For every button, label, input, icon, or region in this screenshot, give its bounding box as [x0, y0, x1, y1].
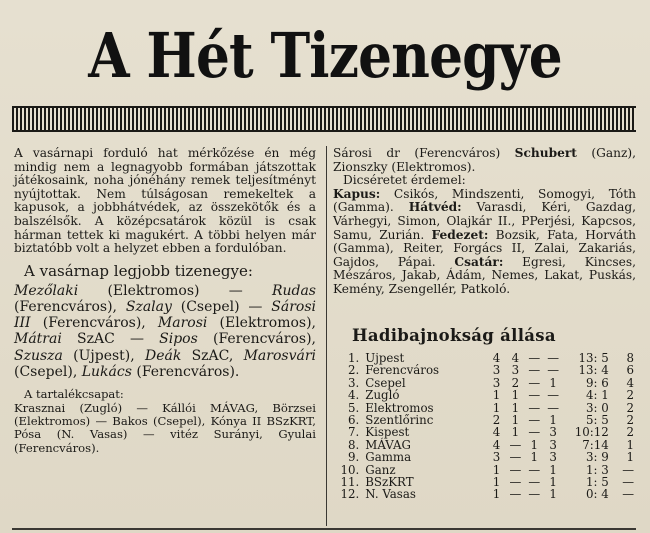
- standings-cell-goals: 13: 4: [578, 363, 609, 378]
- standings-cell-goals: 3: 9: [586, 450, 609, 465]
- standings-cell-rank: 1.: [348, 351, 360, 365]
- position-label: Hátvéd:: [408, 200, 462, 215]
- standings-cell-team: N. Vasas: [365, 487, 416, 502]
- standings-cell-w: 1: [492, 462, 501, 477]
- headline: A Hét Tizenegye: [88, 19, 562, 92]
- standings-cell-x: 3: [549, 450, 557, 465]
- left-column: [14, 147, 316, 455]
- player-club: (Ferencváros),: [30, 315, 158, 332]
- standings-cell-w: 2: [492, 413, 501, 428]
- player-club: (Ferencváros),: [197, 331, 316, 348]
- position-players: Varasdi, Kéri, Gazdag, Várhegyi, Simon, Olajkár II., PPerjési, Kapcsos, Samu, Zurián.: [333, 200, 637, 242]
- standings-cell-pts: 1: [626, 450, 634, 465]
- player-club: (Elektromos),: [207, 315, 316, 332]
- standings-cell-team: Elektromos: [365, 400, 434, 415]
- standings-cell-team: Csepel: [365, 375, 406, 390]
- right-top-text-1: Sárosi dr (Ferencváros): [333, 146, 515, 160]
- standings-cell-d: —: [509, 487, 522, 502]
- standings-cell-d: 1: [511, 425, 520, 440]
- standings-cell-d: —: [509, 437, 522, 452]
- position-players: Egresi, Kincses, Mészáros, Jakab, Ádám, Nemes, Lakat, Puskás, Kemény, Zsengellér, Patkoló.: [333, 254, 636, 296]
- standings-table: [336, 352, 636, 501]
- standings-cell-team: MÁVAG: [365, 437, 411, 452]
- standings-cell-pts: 8: [626, 351, 634, 365]
- standings-cell-d: 1: [511, 388, 520, 403]
- standings-cell-d: 4: [511, 351, 520, 365]
- standings-cell-x: 3: [549, 437, 557, 452]
- standings-cell-w: 4: [492, 425, 501, 440]
- standings-cell-team: BSzKRT: [365, 475, 414, 490]
- praise-heading: Dicséretet érdemel:: [343, 173, 466, 188]
- position-label: Csatár:: [454, 254, 504, 269]
- standings-cell-x: 1: [549, 462, 557, 477]
- standings-cell-rank: 12.: [340, 487, 360, 502]
- intro-paragraph: A vasárnapi forduló hat mérkőzése én még mindig nem a legnagyobb formában játszottak játékosaink, noha jónéhány remek teljesítményt nyújtottak. Nem túlságosan remekeltek a kapusok, a jobbhátvédek, az összekötők és a balszélsők. A középcsatárok közül is csak hárman tettek ki magukért. A többi helyen már biztatóbb volt a helyzet ebben a fordulóban.: [14, 146, 316, 256]
- standings-cell-goals: 1: 3: [586, 462, 609, 477]
- standings-cell-l: —: [528, 388, 541, 403]
- standings-cell-team: Gamma: [365, 450, 412, 465]
- standings-cell-l: 1: [530, 437, 538, 452]
- standings-cell-l: —: [528, 351, 541, 365]
- player-name: Mezőlaki: [14, 282, 79, 299]
- standings-cell-goals: 7:14: [582, 437, 609, 452]
- position-label: Fedezet:: [431, 227, 489, 242]
- standings-cell-x: —: [547, 400, 559, 415]
- standings-cell-goals: 0: 4: [586, 487, 609, 502]
- right-top-text-bold: Schubert: [514, 146, 577, 160]
- position-players: Csikós, Mindszenti, Somogyi, Tóth (Gamma).: [333, 186, 636, 215]
- standings-cell-x: —: [547, 388, 559, 403]
- standings-cell-x: 1: [549, 413, 557, 428]
- standings-cell-rank: 10.: [340, 462, 360, 477]
- player-name: Sipos: [159, 331, 198, 348]
- best-eleven: [14, 283, 316, 380]
- standings-cell-d: 1: [511, 400, 520, 415]
- player-name: Lukács: [81, 363, 132, 380]
- standings-cell-l: —: [528, 400, 541, 415]
- standings-cell-goals: 3: 0: [586, 400, 609, 415]
- position-players: Bozsik, Fata, Horváth (Gamma), Reiter, Forgács II, Zalai, Zakariás, Gajdos, Pápai.: [333, 227, 636, 269]
- standings-cell-rank: 9.: [348, 450, 360, 465]
- standings-cell-w: 4: [492, 351, 501, 365]
- standings-cell-rank: 6.: [348, 413, 360, 428]
- standings-cell-team: Ujpest: [365, 351, 405, 365]
- standings-cell-x: 1: [549, 375, 557, 390]
- standings-cell-l: —: [528, 425, 541, 440]
- standings-cell-pts: —: [622, 487, 634, 502]
- standings-cell-pts: 6: [626, 363, 634, 378]
- player-club: (Csepel) —: [171, 298, 272, 315]
- standings-cell-goals: 10:12: [574, 425, 609, 440]
- standings-cell-x: 1: [549, 487, 557, 502]
- standings-cell-pts: 4: [626, 375, 634, 390]
- standings-cell-team: Ferencváros: [365, 363, 440, 378]
- standings-cell-rank: 3.: [348, 375, 360, 390]
- team-subheading: A vasárnap legjobb tizenegye:: [24, 261, 253, 280]
- standings-cell-rank: 5.: [348, 400, 360, 415]
- position-label: Kapus:: [333, 186, 381, 201]
- standings-row: [336, 451, 636, 463]
- standings-cell-l: —: [528, 475, 541, 490]
- player-name: Szusza: [14, 347, 63, 364]
- standings-cell-x: 3: [549, 425, 557, 440]
- standings-title: Hadibajnokság állása: [352, 326, 556, 345]
- player-name: Marosvári: [243, 347, 316, 364]
- reserves-list: Krasznai (Zugló) — Kállói MÁVAG, Börzsei (Elektromos) — Bakos (Csepel), Kónya II BSzKRT, Pósa (N. Vasas) — vitéz Surányi, Gyulai (Ferencváros).: [14, 400, 316, 455]
- player-club: (Elektromos) —: [78, 282, 272, 299]
- player-name: Deák: [144, 347, 182, 364]
- standings-cell-w: 4: [492, 437, 501, 452]
- standings-row: [336, 488, 636, 500]
- standings-cell-pts: 2: [626, 425, 634, 440]
- standings-row: [336, 364, 636, 376]
- standings-cell-w: 1: [492, 475, 501, 490]
- standings-cell-pts: —: [622, 462, 634, 477]
- standings-cell-x: —: [547, 351, 559, 365]
- standings-cell-l: —: [528, 363, 541, 378]
- standings-cell-l: —: [528, 462, 541, 477]
- standings-cell-w: 1: [492, 388, 501, 403]
- standings-cell-w: 3: [492, 375, 501, 390]
- standings-cell-team: Ganz: [365, 462, 396, 477]
- standings-cell-w: 3: [492, 450, 501, 465]
- standings-cell-team: Szentlőrinc: [365, 413, 434, 428]
- standings-cell-pts: 2: [626, 388, 634, 403]
- standings-row: [336, 426, 636, 438]
- player-name: Mátrai: [14, 331, 62, 348]
- standings-cell-w: 1: [492, 487, 501, 502]
- standings-cell-d: —: [509, 475, 522, 490]
- standings-cell-pts: —: [622, 475, 634, 490]
- standings-cell-goals: 13: 5: [578, 351, 609, 365]
- player-club: SzAC —: [61, 331, 160, 348]
- standings-cell-x: —: [547, 363, 559, 378]
- standings-cell-goals: 4: 1: [586, 388, 609, 403]
- standings-cell-goals: 5: 5: [586, 413, 609, 428]
- standings-cell-w: 3: [492, 363, 501, 378]
- standings-cell-rank: 11.: [340, 475, 360, 490]
- decorative-rule: [12, 106, 636, 132]
- right-column: [333, 147, 636, 297]
- standings-cell-d: —: [509, 462, 522, 477]
- standings-cell-d: 1: [511, 413, 520, 428]
- standings-cell-pts: 2: [626, 413, 634, 428]
- player-name: Rudas: [271, 282, 316, 299]
- standings-cell-rank: 7.: [348, 425, 360, 440]
- standings-cell-l: —: [528, 487, 541, 502]
- standings-cell-l: —: [528, 375, 541, 390]
- standings-cell-team: Kispest: [365, 425, 410, 440]
- column-divider: [326, 146, 327, 526]
- standings-cell-pts: 2: [626, 400, 634, 415]
- reserves-heading: A tartalékcsapat:: [24, 386, 124, 401]
- standings-cell-l: 1: [530, 450, 538, 465]
- player-name: Szalay: [125, 298, 172, 315]
- standings-cell-pts: 1: [626, 437, 634, 452]
- player-club: SzAC,: [181, 347, 244, 364]
- standings-cell-x: 1: [549, 475, 557, 490]
- player-club: (Ferencváros).: [131, 363, 240, 380]
- standings-cell-d: 3: [511, 363, 520, 378]
- player-club: (Csepel),: [14, 363, 82, 380]
- bottom-rule: [12, 528, 636, 530]
- player-name: Marosi: [157, 315, 208, 332]
- praise-list: [333, 188, 636, 297]
- standings-cell-d: 2: [511, 375, 520, 390]
- right-top-text: [333, 147, 636, 174]
- standings-cell-team: Zugló: [365, 388, 400, 403]
- player-club: (Ujpest),: [62, 347, 145, 364]
- player-club: (Ferencváros),: [14, 298, 126, 315]
- standings-cell-w: 1: [492, 400, 501, 415]
- standings-cell-rank: 8.: [348, 437, 360, 452]
- right-top-text-2: (Ganz), Zionszky (Elektromos).: [333, 146, 637, 174]
- standings-cell-goals: 9: 6: [586, 375, 609, 390]
- standings-cell-rank: 4.: [348, 388, 360, 403]
- standings-cell-l: —: [528, 413, 541, 428]
- standings-cell-rank: 2.: [348, 363, 360, 378]
- player-name: Sárosi III: [14, 298, 316, 332]
- standings-row: [336, 389, 636, 401]
- standings-cell-d: —: [509, 450, 522, 465]
- standings-cell-goals: 1: 5: [586, 475, 609, 490]
